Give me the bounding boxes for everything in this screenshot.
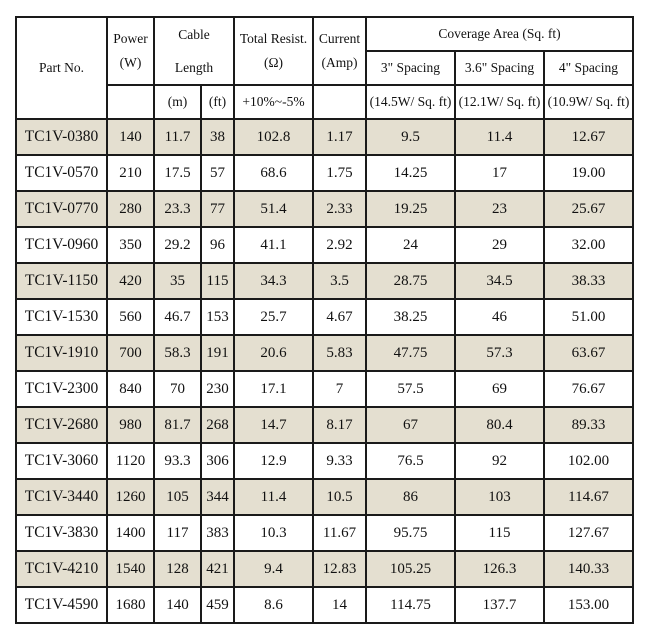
cell-resistance: 41.1: [234, 227, 313, 263]
cell-resistance: 34.3: [234, 263, 313, 299]
cell-length-ft: 77: [201, 191, 234, 227]
cell-power: 560: [107, 299, 154, 335]
header-power-label: Power: [113, 31, 148, 46]
header-part-no: Part No.: [16, 17, 107, 119]
cell-part-no: TC1V-0570: [16, 155, 107, 191]
cell-length-ft: 38: [201, 119, 234, 155]
cell-coverage-4: 63.67: [544, 335, 633, 371]
cell-resistance: 25.7: [234, 299, 313, 335]
cell-coverage-3-6: 137.7: [455, 587, 544, 623]
cell-coverage-4: 19.00: [544, 155, 633, 191]
cell-power: 140: [107, 119, 154, 155]
cell-coverage-3-6: 126.3: [455, 551, 544, 587]
cell-coverage-3-6: 69: [455, 371, 544, 407]
header-resist: [234, 17, 313, 85]
table-header: [16, 17, 633, 119]
cell-coverage-3: 47.75: [366, 335, 455, 371]
cell-current: 14: [313, 587, 366, 623]
cell-resistance: 51.4: [234, 191, 313, 227]
cell-part-no: TC1V-3440: [16, 479, 107, 515]
cell-part-no: TC1V-0770: [16, 191, 107, 227]
cell-current: 10.5: [313, 479, 366, 515]
table-row: [16, 335, 633, 371]
cell-coverage-4: 12.67: [544, 119, 633, 155]
cell-coverage-3: 105.25: [366, 551, 455, 587]
cell-length-ft: 230: [201, 371, 234, 407]
header-length: Length: [154, 51, 234, 85]
header-resist-label: Total Resist.: [239, 31, 308, 46]
header-current: [313, 17, 366, 85]
cell-length-m: 105: [154, 479, 201, 515]
cell-part-no: TC1V-1530: [16, 299, 107, 335]
cell-current: 8.17: [313, 407, 366, 443]
cell-length-m: 128: [154, 551, 201, 587]
table-row: [16, 371, 633, 407]
header-current-blank: [313, 85, 366, 119]
cell-power: 1260: [107, 479, 154, 515]
cell-power: 210: [107, 155, 154, 191]
cell-current: 3.5: [313, 263, 366, 299]
cell-length-ft: 191: [201, 335, 234, 371]
cell-current: 5.83: [313, 335, 366, 371]
cell-resistance: 68.6: [234, 155, 313, 191]
cell-length-m: 81.7: [154, 407, 201, 443]
cell-coverage-4: 51.00: [544, 299, 633, 335]
cell-current: 1.75: [313, 155, 366, 191]
cell-coverage-3: 24: [366, 227, 455, 263]
cell-part-no: TC1V-0380: [16, 119, 107, 155]
cell-current: 9.33: [313, 443, 366, 479]
header-spacing-3-note: (14.5W/ Sq. ft): [366, 85, 455, 119]
cell-coverage-4: 89.33: [544, 407, 633, 443]
cell-resistance: 102.8: [234, 119, 313, 155]
cell-length-m: 17.5: [154, 155, 201, 191]
header-cable: Cable: [154, 17, 234, 51]
cell-coverage-3-6: 29: [455, 227, 544, 263]
table-body: [16, 119, 633, 623]
header-spacing-3-6: 3.6" Spacing: [455, 51, 544, 85]
cell-length-ft: 344: [201, 479, 234, 515]
cell-length-m: 11.7: [154, 119, 201, 155]
cell-length-m: 23.3: [154, 191, 201, 227]
cell-length-ft: 115: [201, 263, 234, 299]
cell-coverage-3: 57.5: [366, 371, 455, 407]
cell-coverage-4: 127.67: [544, 515, 633, 551]
header-spacing-3: 3" Spacing: [366, 51, 455, 85]
cell-current: 11.67: [313, 515, 366, 551]
cell-power: 350: [107, 227, 154, 263]
table-row: [16, 299, 633, 335]
header-spacing-4: 4" Spacing: [544, 51, 633, 85]
cell-coverage-3-6: 80.4: [455, 407, 544, 443]
cell-part-no: TC1V-1910: [16, 335, 107, 371]
cell-coverage-3: 114.75: [366, 587, 455, 623]
cell-current: 7: [313, 371, 366, 407]
cell-coverage-3: 14.25: [366, 155, 455, 191]
table-row: [16, 407, 633, 443]
cell-coverage-3: 86: [366, 479, 455, 515]
cell-resistance: 8.6: [234, 587, 313, 623]
cell-coverage-4: 140.33: [544, 551, 633, 587]
cell-length-m: 29.2: [154, 227, 201, 263]
cell-length-ft: 153: [201, 299, 234, 335]
cell-coverage-3-6: 11.4: [455, 119, 544, 155]
cell-coverage-4: 32.00: [544, 227, 633, 263]
header-current-unit: (Amp): [321, 55, 358, 70]
cell-current: 1.17: [313, 119, 366, 155]
cell-power: 1540: [107, 551, 154, 587]
cell-current: 2.92: [313, 227, 366, 263]
cell-length-m: 140: [154, 587, 201, 623]
cell-part-no: TC1V-2300: [16, 371, 107, 407]
cell-coverage-3: 9.5: [366, 119, 455, 155]
cell-coverage-3-6: 46: [455, 299, 544, 335]
table-row: [16, 587, 633, 623]
cell-part-no: TC1V-0960: [16, 227, 107, 263]
header-resist-unit: (Ω): [263, 55, 284, 70]
cell-coverage-3-6: 92: [455, 443, 544, 479]
cell-length-ft: 421: [201, 551, 234, 587]
cell-coverage-4: 153.00: [544, 587, 633, 623]
cell-coverage-3-6: 23: [455, 191, 544, 227]
cell-coverage-4: 25.67: [544, 191, 633, 227]
cell-length-ft: 459: [201, 587, 234, 623]
cell-resistance: 17.1: [234, 371, 313, 407]
cell-length-ft: 57: [201, 155, 234, 191]
table-row: [16, 191, 633, 227]
table-row: [16, 119, 633, 155]
header-coverage: Coverage Area (Sq. ft): [366, 17, 633, 51]
cell-length-ft: 268: [201, 407, 234, 443]
cell-resistance: 12.9: [234, 443, 313, 479]
header-unit-ft: (ft): [201, 85, 234, 119]
cell-power: 1680: [107, 587, 154, 623]
cell-coverage-3-6: 103: [455, 479, 544, 515]
cell-resistance: 20.6: [234, 335, 313, 371]
header-spacing-4-note: (10.9W/ Sq. ft): [544, 85, 633, 119]
cell-coverage-3-6: 34.5: [455, 263, 544, 299]
cell-coverage-3: 67: [366, 407, 455, 443]
cell-length-m: 70: [154, 371, 201, 407]
table-row: [16, 263, 633, 299]
cell-resistance: 11.4: [234, 479, 313, 515]
cable-spec-table: [15, 16, 634, 624]
cell-current: 2.33: [313, 191, 366, 227]
cell-coverage-3-6: 57.3: [455, 335, 544, 371]
cell-current: 12.83: [313, 551, 366, 587]
cell-resistance: 9.4: [234, 551, 313, 587]
header-power-unit: (W): [119, 55, 142, 70]
cell-part-no: TC1V-4210: [16, 551, 107, 587]
cell-coverage-4: 38.33: [544, 263, 633, 299]
cell-coverage-3: 76.5: [366, 443, 455, 479]
table-row: [16, 515, 633, 551]
cell-length-ft: 383: [201, 515, 234, 551]
cell-length-m: 58.3: [154, 335, 201, 371]
cell-current: 4.67: [313, 299, 366, 335]
table-row: [16, 227, 633, 263]
cell-power: 700: [107, 335, 154, 371]
header-power-blank: [107, 85, 154, 119]
header-unit-m: (m): [154, 85, 201, 119]
cell-part-no: TC1V-1150: [16, 263, 107, 299]
cell-coverage-3: 28.75: [366, 263, 455, 299]
cell-power: 1400: [107, 515, 154, 551]
cell-power: 1120: [107, 443, 154, 479]
header-spacing-3-6-note: (12.1W/ Sq. ft): [455, 85, 544, 119]
cell-resistance: 10.3: [234, 515, 313, 551]
header-current-label: Current: [318, 31, 361, 46]
cell-length-m: 93.3: [154, 443, 201, 479]
cell-length-m: 35: [154, 263, 201, 299]
cell-power: 280: [107, 191, 154, 227]
cell-coverage-3: 38.25: [366, 299, 455, 335]
cell-resistance: 14.7: [234, 407, 313, 443]
cell-power: 980: [107, 407, 154, 443]
cell-coverage-4: 102.00: [544, 443, 633, 479]
cell-power: 840: [107, 371, 154, 407]
table-row: [16, 479, 633, 515]
cell-length-ft: 96: [201, 227, 234, 263]
header-tolerance: +10%~-5%: [234, 85, 313, 119]
table-row: [16, 443, 633, 479]
cell-coverage-3-6: 17: [455, 155, 544, 191]
cell-part-no: TC1V-2680: [16, 407, 107, 443]
cell-part-no: TC1V-3060: [16, 443, 107, 479]
table-row: [16, 155, 633, 191]
cell-coverage-4: 76.67: [544, 371, 633, 407]
cell-coverage-4: 114.67: [544, 479, 633, 515]
cell-coverage-3: 19.25: [366, 191, 455, 227]
cell-part-no: TC1V-4590: [16, 587, 107, 623]
table-row: [16, 551, 633, 587]
cell-power: 420: [107, 263, 154, 299]
cell-coverage-3: 95.75: [366, 515, 455, 551]
cell-part-no: TC1V-3830: [16, 515, 107, 551]
header-power: [107, 17, 154, 85]
spec-table-container: [15, 16, 634, 624]
cell-length-m: 46.7: [154, 299, 201, 335]
cell-length-ft: 306: [201, 443, 234, 479]
cell-coverage-3-6: 115: [455, 515, 544, 551]
cell-length-m: 117: [154, 515, 201, 551]
